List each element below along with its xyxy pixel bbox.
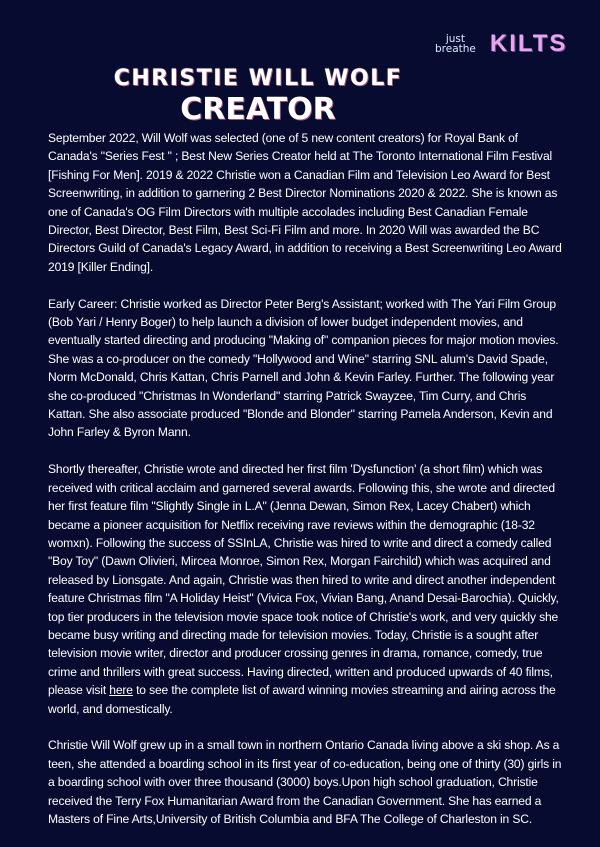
bio-paragraph-early-career: Early Career: Christie worked as Director Peter Berg's Assistant; worked with The Yari Film Group (Bob Yari / Henry Boger) to help launch a division of lower budget independent movies, and eventually started directing and producing "Making of" companion pieces for major motion movies. She was a co-producer on the comedy "Hollywood and Wine" starring SNL alum's David Spade, Norm McDonald, Chris Kattan, Chris Parnell and John & Kevin Farley. Further. The following year she co-produced "Christmas In Wonderland" starring Patrick Swayzee, Tim Curry, and Chris Kattan. She also associate produced "Blonde and Blonder" starring Pamela Anderson, Kevin and John Farley & Byron Mann. <box>48 296 559 440</box>
films-text-after: to see the complete list of award winning movies streaming and airing across the world, and domestically. <box>48 683 556 716</box>
logo-line1: just <box>445 33 466 45</box>
page-title: CREATOR <box>180 92 336 127</box>
logo-line2: breathe <box>435 43 476 55</box>
filmography-link[interactable]: here <box>109 683 133 698</box>
creator-name: CHRISTIE WILL WOLF <box>113 66 403 91</box>
bio-paragraph-background: Christie Will Wolf grew up in a small town in northern Ontario Canada living above a ski shop. As a teen, she attended a boarding school in its first year of co-education, being one of thirty (30) girls in a boarding school with over three thousand (3000) boys.Upon high school graduation, Christie received the Terry Fox Humanitarian Award from the Canadian Government. She has earned a Masters of Fine Arts,University of British Columbia and BFA The College of Charleston in SC. <box>48 738 562 826</box>
just-breathe-kilts-logo <box>435 30 567 58</box>
kilts-brand: KILTS <box>489 30 568 57</box>
bio-body <box>48 129 562 847</box>
films-text-before: Shortly thereafter, Christie wrote and directed her first film 'Dysfunction' (a short film) which was received with critical acclaim and garnered several awards. Following this, she wrote and directed her first feature film "Slightly Single in L.A" (Jenna Dewan, Simon Rex, Lacey Chabert) which became a pioneer acquisition for Netflix receiving rave reviews within the demographic (18-32 womxn). Following the success of SSInLA, Christie was hired to write and direct a comedy called "Boy Toy" (Dawn Olivieri, Mircea Monroe, Simon Rex, Morgan Fairchild) which was acquired and released by Lionsgate. And again, Christie was then hired to write and direct another independent feature Christmas film "A Holiday Heist" (Vivica Fox, Vivian Bang, Anand Desai-Barochia). Quickly, top tier producers in the television movie space took notice of Christie's work, and very quickly she became busy writing and directing made for television movies. Today, Christie is a sought after television movie writer, director and producer crossing genres in drama, romance, comedy, true crime and thrillers with great success. Having directed, written and produced upwards of 40 films, please visit <box>48 462 559 698</box>
just-breathe-text <box>435 34 476 54</box>
bio-paragraph-films <box>48 460 562 718</box>
bio-paragraph-awards: September 2022, Will Wolf was selected (one of 5 new content creators) for Royal Bank of Canada's "Series Fest " ; Best New Series Creator held at The Toronto International Film Festival [Fishing For Men]. 2019 & 2022 Christie won a Canadian Film and Television Leo Award for Best Screenwriting, in addition to garnering 2 Best Director Nominations 2020 & 2022. She is known as one of Canada's OG Film Directors with multiple accolades including Best Canadian Female Director, Best Director, Best Film, Best Sci-Fi Film and more. In 2020 Will was awarded the BC Directors Guild of Canada's Legacy Award, in addition to receiving a Best Screenwriting Leo Award 2019 [Killer Ending]. <box>48 131 562 274</box>
